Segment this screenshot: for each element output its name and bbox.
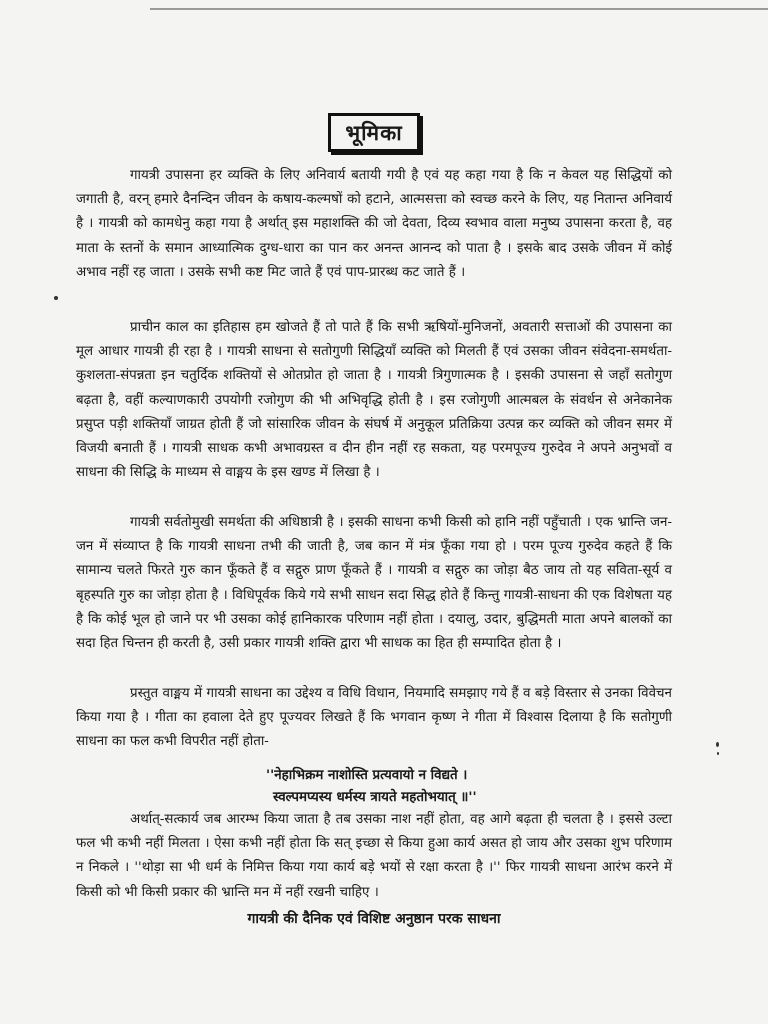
verse-line-1: ''नेहाभिक्रम नाशोस्ति प्रत्यवायो न विद्यते । bbox=[266, 767, 468, 783]
paragraph-2: प्राचीन काल का इतिहास हम खोजते हैं तो पाते हैं कि सभी ऋषियों-मुनिजनों, अवतारी सत्ताओं की उपासना का मूल आधार गायत्री ही रहा है । गायत्री साधना से सतोगुणी सिद्धियाँ व्यक्ति को मिलती हैं एवं उसका जीवन संवेदना-समर्थता-कुशलता-संपन्नता इन चतुर्दिक शक्तियों से ओतप्रोत हो जाता है । गायत्री त्रिगुणात्मक है । इसकी उपासना से जहाँ सतोगुण बढ़ता है, वहीं कल्याणकारी उपयोगी रजोगुण की भी अभिवृद्धि होती है । इस रजोगुणी आत्मबल के संवर्धन से अनेकानेक प्रसुप्त पड़ी शक्तियाँ जाग्रत होती हैं जो सांसारिक जीवन के संघर्ष में अनुकूल प्रतिक्रिया उत्पन्न कर व्यक्ति को जीवन समर में विजयी बनाती हैं । गायत्री साधक कभी अभावग्रस्त व दीन हीन नहीं रह सकता, यह परमपूज्य गुरुदेव ने अपने अनुभवों व साधना की सिद्धि के माध्यम से वाङ्मय के इस खण्ड में लिखा है । bbox=[76, 320, 672, 481]
verse-line-2: स्वल्पमप्यस्य धर्मस्य त्रायते महतोभयात् ॥'' bbox=[273, 789, 477, 805]
paragraph-1: गायत्री उपासना हर व्यक्ति के लिए अनिवार्य बतायी गयी है एवं यह कहा गया है कि न केवल यह सिद्धियों को जगाती है, वरन् हमारे दैनन्दिन जीवन के कषाय-कल्मषों को हटाने, आत्मसत्ता को स्वच्छ करने के लिए, यह नितान्त अनिवार्य है । गायत्री को कामधेनु कहा गया है अर्थात् इस महाशक्ति की जो देवता, दिव्य स्वभाव वाला मनुष्य उपासना करता है, वह माता के स्तनों के समान आध्यात्मिक दुग्ध-धारा का पान कर अनन्त आनन्द को पाता है । इसके बाद उसके जीवन में कोई अभाव नहीं रह जाता । उसके सभी कष्ट मिट जाते हैं एवं पाप-प्रारब्ध कट जाते हैं । bbox=[76, 168, 672, 280]
closing-paragraph: अर्थात्-सत्कार्य जब आरम्भ किया जाता है तब उसका नाश नहीं होता, वह आगे बढ़ता ही चलता है । इससे उल्टा फल भी कभी नहीं मिलता । ऐसा कभी नहीं होता कि सत् इच्छा से किया हुआ कार्य असत हो जाय और उसका शुभ परिणाम न निकले । ''थोड़ा सा भी धर्म के निमित्त किया गया कार्य बड़े भयों से रक्षा करता है ।'' फिर गायत्री साधना आरंभ करने में किसी को भी किसी प्रकार की भ्रान्ति मन में नहीं रखनी चाहिए । bbox=[76, 812, 672, 900]
scan-speck bbox=[716, 742, 719, 747]
paragraph-3: गायत्री सर्वतोमुखी समर्थता की अधिष्ठात्री है । इसकी साधना कभी किसी को हानि नहीं पहुँचाती । एक भ्रान्ति जन-जन में संव्याप्त है कि गायत्री साधना तभी की जाती है, जब कान में मंत्र फूँका गया हो । परम पूज्य गुरुदेव कहते हैं कि सामान्य चलते फिरते गुरु कान फूँकते हैं व सद्गुरु प्राण फूँकते हैं । गायत्री व सद्गुरु का जोड़ा बैठ जाय तो यह सविता-सूर्य व बृहस्पति गुरु का जोड़ा होता है । विधिपूर्वक किये गये सभी साधन सदा सिद्ध होते हैं किन्तु गायत्री-साधना की एक विशेषता यह है कि कोई भूल हो जाने पर भी उसका कोई हानिकारक परिणाम नहीं होता । दयालु, उदार, बुद्धिमती माता अपने बालकों का सदा हित चिन्तन ही करती है, उसी प्रकार गायत्री शक्ति द्वारा भी साधक का हित ही सम्पादित होता है । bbox=[76, 515, 672, 652]
scan-speck bbox=[717, 752, 719, 755]
scan-speck bbox=[54, 296, 58, 300]
paragraph-4: प्रस्तुत वाङ्मय में गायत्री साधना का उद्देश्य व विधि विधान, नियमादि समझाए गये हैं व बड़े विस्तार से उनका विवेचन किया गया है । गीता का हवाला देते हुए पूज्यवर लिखते हैं कि भगवान कृष्ण ने गीता में विश्वास दिलाया है कि सतोगुणी साधना का फल कभी विपरीत नहीं होता- bbox=[76, 686, 672, 750]
scan-edge-line bbox=[150, 8, 768, 10]
heading-container bbox=[76, 113, 672, 152]
page-heading: भूमिका bbox=[328, 113, 419, 152]
section-subheading: गायत्री की दैनिक एवं विशिष्ट अनुष्ठान परक साधना bbox=[247, 911, 501, 927]
